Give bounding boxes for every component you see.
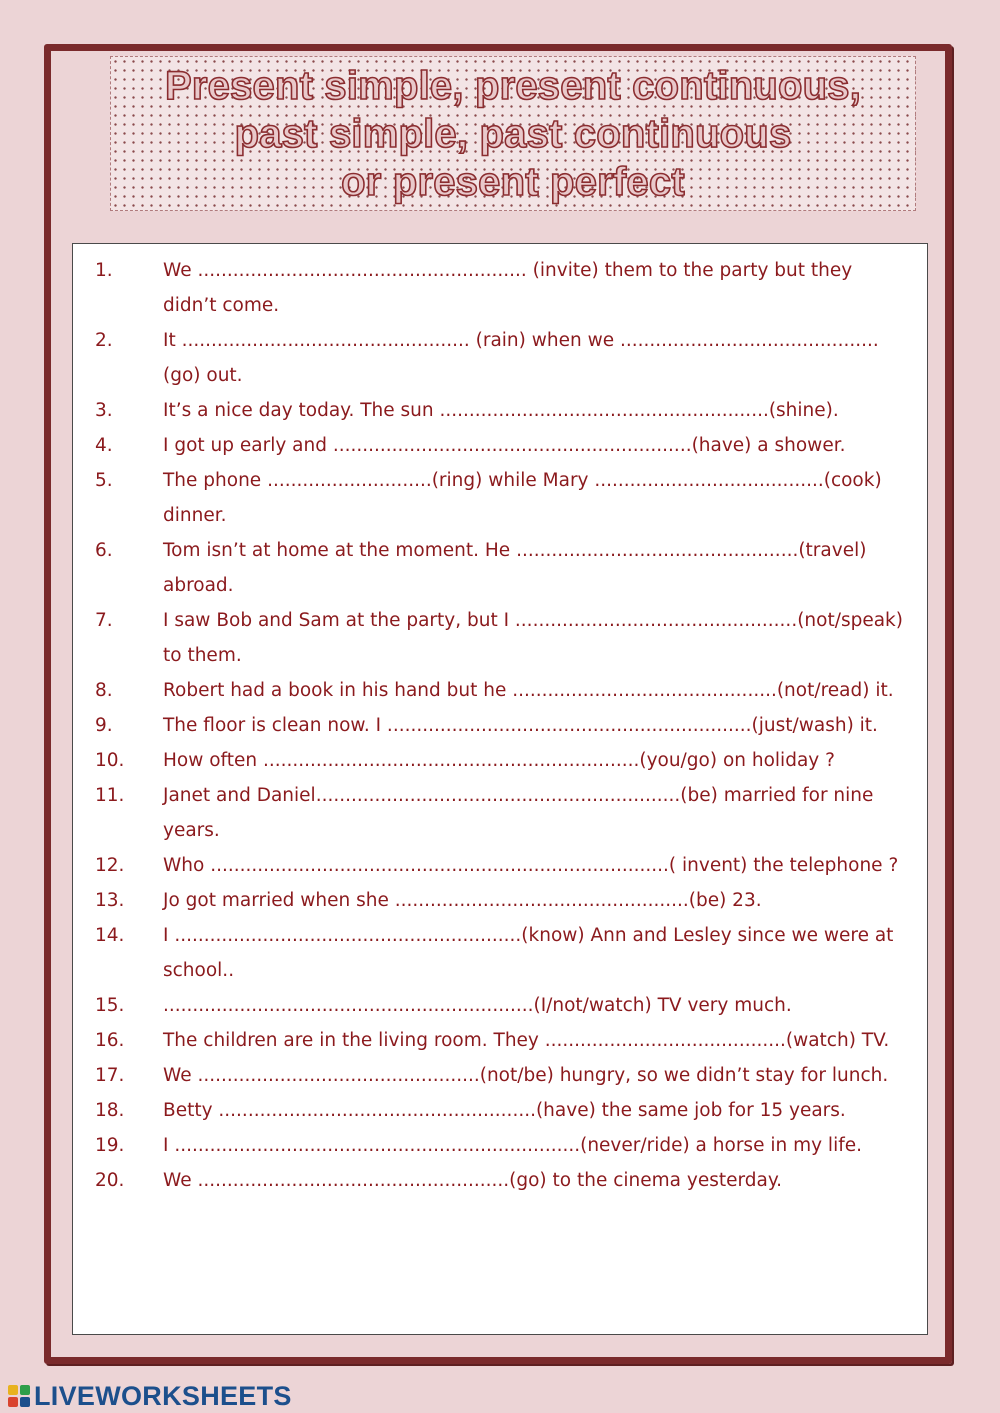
exercise-item bbox=[73, 428, 927, 463]
exercise-number: 7. bbox=[95, 610, 113, 631]
exercise-item bbox=[73, 603, 927, 673]
liveworksheets-icon bbox=[8, 1385, 30, 1407]
exercise-item bbox=[73, 393, 927, 428]
exercise-number: 11. bbox=[95, 785, 125, 806]
exercise-sentence: ...............................................................(I/not/watch) TV very much. bbox=[163, 995, 792, 1016]
title-line-1: Present simple, present continuous, bbox=[164, 63, 862, 108]
exercise-panel bbox=[72, 243, 928, 1335]
exercise-item bbox=[73, 1163, 927, 1198]
exercise-sentence: The phone ............................(ring) while Mary .......................................(cook) dinner. bbox=[163, 470, 882, 526]
exercise-item bbox=[73, 1023, 927, 1058]
exercise-number: 13. bbox=[95, 890, 125, 911]
exercise-sentence: Betty ......................................................(have) the same job for 15 years. bbox=[163, 1100, 846, 1121]
exercise-item bbox=[73, 1058, 927, 1093]
exercise-number: 14. bbox=[95, 925, 125, 946]
exercise-item bbox=[73, 323, 927, 393]
exercise-number: 15. bbox=[95, 995, 125, 1016]
logo-text: LIVEWORKSHEETS bbox=[34, 1380, 292, 1411]
exercise-number: 18. bbox=[95, 1100, 125, 1121]
exercise-number: 10. bbox=[95, 750, 125, 771]
exercise-number: 12. bbox=[95, 855, 125, 876]
exercise-sentence: It ................................................. (rain) when we ............................................(go) out. bbox=[163, 330, 879, 386]
exercise-item bbox=[73, 463, 927, 533]
title-line-3: or present perfect bbox=[341, 159, 685, 204]
exercise-sentence: Jo got married when she ..................................................(be) 23. bbox=[163, 890, 762, 911]
exercise-item bbox=[73, 848, 927, 883]
title-line-2: past simple, past continuous bbox=[234, 111, 792, 156]
exercise-sentence: The children are in the living room. They .........................................(watch) TV. bbox=[163, 1030, 890, 1051]
exercise-sentence: I saw Bob and Sam at the party, but I ................................................(not/speak) to them. bbox=[163, 610, 903, 666]
exercise-item bbox=[73, 1128, 927, 1163]
exercise-item bbox=[73, 778, 927, 848]
exercise-item bbox=[73, 673, 927, 708]
exercise-sentence: We .....................................................(go) to the cinema yesterday. bbox=[163, 1170, 783, 1191]
exercise-sentence: Tom isn’t at home at the moment. He ................................................(travel) abroad. bbox=[163, 540, 867, 596]
exercise-item bbox=[73, 988, 927, 1023]
exercise-sentence: It’s a nice day today. The sun ........................................................(shine). bbox=[163, 400, 839, 421]
exercise-number: 6. bbox=[95, 540, 113, 561]
exercise-number: 17. bbox=[95, 1065, 125, 1086]
exercise-sentence: Who ..............................................................................( invent) the telephone ? bbox=[163, 855, 899, 876]
exercise-number: 5. bbox=[95, 470, 113, 491]
title-banner bbox=[110, 56, 916, 211]
exercise-number: 2. bbox=[95, 330, 113, 351]
exercise-sentence: Janet and Daniel..............................................................(be) married for nine years. bbox=[163, 785, 874, 841]
exercise-number: 4. bbox=[95, 435, 113, 456]
exercise-sentence: We ................................................(not/be) hungry, so we didn’t stay for lunch. bbox=[163, 1065, 889, 1086]
exercise-number: 16. bbox=[95, 1030, 125, 1051]
exercise-number: 20. bbox=[95, 1170, 125, 1191]
exercise-number: 19. bbox=[95, 1135, 125, 1156]
exercise-number: 9. bbox=[95, 715, 113, 736]
exercise-item bbox=[73, 883, 927, 918]
exercise-list bbox=[73, 253, 927, 1198]
exercise-item bbox=[73, 1093, 927, 1128]
exercise-item bbox=[73, 743, 927, 778]
exercise-item bbox=[73, 918, 927, 988]
exercise-item bbox=[73, 253, 927, 323]
exercise-sentence: I ...........................................................(know) Ann and Lesley since we were at school.. bbox=[163, 925, 894, 981]
exercise-sentence: Robert had a book in his hand but he .............................................(not/read) it. bbox=[163, 680, 894, 701]
liveworksheets-logo[interactable] bbox=[8, 1381, 292, 1411]
exercise-item bbox=[73, 533, 927, 603]
exercise-item bbox=[73, 708, 927, 743]
exercise-number: 1. bbox=[95, 260, 113, 281]
exercise-number: 8. bbox=[95, 680, 113, 701]
exercise-sentence: I got up early and .............................................................(have) a shower. bbox=[163, 435, 846, 456]
exercise-sentence: I .....................................................................(never/ride) a horse in my life. bbox=[163, 1135, 862, 1156]
exercise-number: 3. bbox=[95, 400, 113, 421]
exercise-sentence: We ........................................................ (invite) them to the party but they didn’t come. bbox=[163, 260, 853, 316]
exercise-sentence: The floor is clean now. I ..............................................................(just/wash) it. bbox=[163, 715, 878, 736]
exercise-sentence: How often ................................................................(you/go) on holiday ? bbox=[163, 750, 835, 771]
